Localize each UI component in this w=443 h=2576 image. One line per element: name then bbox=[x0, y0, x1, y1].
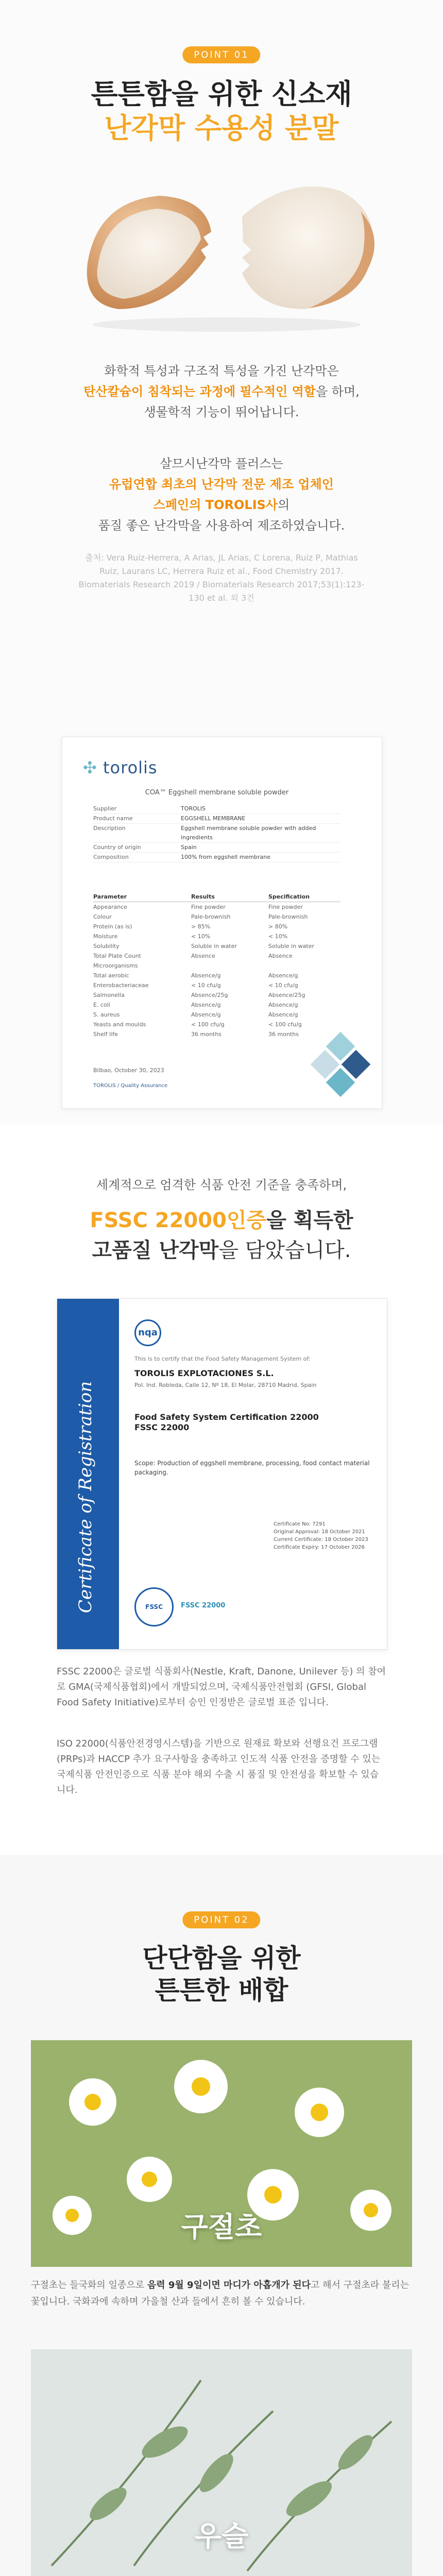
coa-table-cell: Total Plate Count bbox=[93, 953, 141, 959]
coa-table-cell: Salmonella bbox=[93, 992, 125, 998]
origin-line2: 유럽연합 최초의 난각막 전문 제조 업체인 bbox=[109, 477, 334, 492]
section3-title bbox=[0, 1942, 443, 2006]
coa-th: Results bbox=[191, 893, 215, 900]
coa-table-row bbox=[93, 1029, 340, 1039]
coa-table-cell bbox=[268, 961, 340, 971]
coa-row-key: Product name bbox=[93, 815, 133, 822]
torolis-logo-icon: ✣ bbox=[83, 758, 97, 777]
coa-row bbox=[93, 853, 340, 862]
torolis-logo bbox=[83, 758, 158, 777]
section-point-02 bbox=[0, 1855, 443, 2576]
coa-table-cell: Pale-brownish bbox=[191, 913, 231, 920]
gujeolcho-description bbox=[31, 2277, 412, 2310]
certificate-standard bbox=[134, 1412, 319, 1433]
desc-line1: 화학적 특성과 구조적 특성을 가진 난각막은 bbox=[104, 364, 339, 378]
coa-title: COA™ Eggshell membrane soluble powder bbox=[145, 789, 289, 796]
coa-signature: TOROLIS / Quality Assurance bbox=[93, 1083, 168, 1089]
coa-row bbox=[93, 824, 340, 843]
coa-table-row bbox=[93, 941, 340, 951]
certificate-standard-line2: FSSC 22000 bbox=[134, 1422, 190, 1432]
coa-th: Parameter bbox=[93, 893, 127, 900]
coa-table-cell bbox=[191, 961, 268, 971]
coa-table-row bbox=[93, 912, 340, 922]
fssc-lead: 세계적으로 엄격한 식품 안전 기준을 충족하며, bbox=[96, 1178, 347, 1192]
coa-row-key: Description bbox=[93, 825, 126, 832]
coa-row bbox=[93, 814, 340, 824]
coa-date: Bilbao, October 30, 2023 bbox=[93, 1067, 164, 1074]
fssc-seal-label: FSSC 22000 bbox=[181, 1602, 226, 1609]
fssc-heading bbox=[0, 1206, 443, 1265]
coa-table-cell: Absence/g bbox=[191, 1011, 221, 1018]
fssc-seal-icon: FSSC bbox=[134, 1587, 174, 1626]
coa-info-rows bbox=[93, 804, 340, 862]
certificate-scope: Scope: Production of eggshell membrane, processing, food contact material packaging. bbox=[134, 1460, 370, 1476]
coa-table-cell: Colour bbox=[93, 913, 112, 920]
coa-table-row bbox=[93, 980, 340, 990]
coa-th: Specification bbox=[268, 893, 310, 900]
coa-table-cell: S. aureus bbox=[93, 1011, 120, 1018]
coa-table-cell: Solubility bbox=[93, 943, 120, 950]
fssc-heading-rest: 을 획득한 bbox=[266, 1209, 353, 1232]
certificate-band bbox=[57, 1299, 119, 1649]
coa-row-value: EGGSHELL MEMBRANE bbox=[181, 815, 246, 822]
coa-table-cell: Absence/g bbox=[268, 1011, 298, 1018]
coa-table-row bbox=[93, 1010, 340, 1020]
section1-title-line2: 난각막 수용성 분말 bbox=[104, 112, 339, 144]
coa-row-value: Spain bbox=[181, 844, 197, 851]
coa-row-value: Eggshell membrane soluble powder with added ingredients bbox=[181, 825, 316, 841]
nqa-logo-icon: nqa bbox=[134, 1319, 161, 1346]
desc-line2-rest: 을 하며, bbox=[315, 384, 360, 399]
fssc-heading-highlight: FSSC 22000인증 bbox=[90, 1209, 267, 1232]
coa-table-row bbox=[93, 931, 340, 941]
desc-highlight: 탄산칼슘이 침착되는 과정에 필수적인 역할 bbox=[83, 384, 316, 399]
coa-table-header bbox=[93, 892, 340, 902]
coa-table-cell: Absence bbox=[191, 953, 215, 959]
coa-table-cell: < 10% bbox=[191, 933, 211, 940]
coa-table-row bbox=[93, 951, 340, 961]
coa-table-body bbox=[93, 902, 340, 1039]
coa-table-cell: Protein (as is) bbox=[93, 923, 132, 930]
coa-table-row bbox=[93, 1000, 340, 1010]
coa-table-cell: Absence/g bbox=[268, 972, 298, 979]
coa-row-value: 100% from eggshell membrane bbox=[181, 854, 271, 860]
useul-image bbox=[31, 2349, 412, 2576]
fssc-heading-line2 bbox=[0, 1235, 443, 1265]
coa-table-cell: 36 months bbox=[268, 1031, 299, 1038]
coa-table-cell: < 100 cfu/g bbox=[268, 1021, 302, 1028]
coa-table-cell: Microorganisms bbox=[93, 962, 138, 969]
coa-table-cell: Enterobacteriaceae bbox=[93, 982, 149, 989]
coa-table-cell: < 10 cfu/g bbox=[191, 982, 221, 989]
desc-line2 bbox=[62, 381, 381, 402]
point-01-badge: POINT 01 bbox=[182, 46, 260, 63]
fssc-description-1: FSSC 22000은 글로벌 식품회사(Nestle, Kraft, Danone, Unilever 등) 의 참여로 GMA(국제식품협회)에서 개발되었으며, 국제식품안전협회 (GFSI, Global Food Safety Initiative)로부터 승인 인정받은 글로벌 표준 입니다. bbox=[57, 1666, 386, 1708]
coa-table-cell: E. coli bbox=[93, 1002, 110, 1008]
coa-table-cell: 36 months bbox=[191, 1031, 222, 1038]
fssc-description-2: ISO 22000(식품안전경영시스템)을 기반으로 원재료 확보와 선행요건 프로그램(PRPs)과 HACCP 추가 요구사항을 충족하고 인도적 식품 안전을 증명할 수 있는 국제식품 안전인증으로 식품 분야 해외 수출 시 품질 및 안전성을 확보할 수 있습니다. bbox=[57, 1738, 381, 1795]
certificate-address: Pol. Ind. Robleda, Calle 12, Nº 18, El Molar, 28710 Madrid, Spain bbox=[134, 1382, 317, 1388]
coa-table-cell: > 85% bbox=[191, 923, 211, 930]
coa-table-row bbox=[93, 1020, 340, 1029]
certificate-intro: This is to certify that the Food Safety Management System of: bbox=[134, 1355, 311, 1362]
coa-document bbox=[62, 737, 382, 1109]
gujeolcho-image bbox=[31, 2040, 412, 2267]
torolis-diamond-graphic bbox=[304, 1031, 377, 1103]
coa-table-cell: Fine powder bbox=[191, 904, 226, 910]
origin-line3-rest: 의 bbox=[278, 498, 290, 512]
desc-line3: 생물학적 기능이 뛰어납니다. bbox=[144, 405, 299, 419]
coa-table-cell: > 80% bbox=[268, 923, 288, 930]
coa-table-cell: Absence/25g bbox=[268, 992, 305, 998]
coa-table-cell: Absence/25g bbox=[191, 992, 228, 998]
certificate-band-text: Certificate of Registration bbox=[75, 1381, 96, 1613]
coa-table-row bbox=[93, 902, 340, 912]
certificate-dates: Certificate No: 7291 Original Approval: 18 October 2021 Current Certificate: 18 October 2023 Certificate Expiry: 17 October 2026 bbox=[274, 1521, 368, 1550]
section1-title bbox=[0, 77, 443, 145]
coa-table-cell: Soluble in water bbox=[191, 943, 237, 950]
certificate-company: TOROLIS EXPLOTACIONES S.L. bbox=[134, 1368, 274, 1378]
section-point-01 bbox=[0, 0, 443, 1123]
coa-table-cell: Soluble in water bbox=[268, 943, 314, 950]
coa-table-cell: Shelf life bbox=[93, 1031, 118, 1038]
coa-table-row bbox=[93, 971, 340, 980]
origin-line1: 살므시난각막 플러스는 bbox=[160, 456, 283, 471]
coa-table-cell: Absence/g bbox=[268, 1002, 298, 1008]
coa-row-key: Supplier bbox=[93, 805, 117, 812]
section1-title-line1: 튼튼함을 위한 신소재 bbox=[91, 78, 352, 110]
coa-table-cell: Total aerobic bbox=[93, 972, 129, 979]
coa-row-key: Composition bbox=[93, 854, 129, 860]
gujeolcho-text-bold: 음력 9월 9일이면 마디가 아홉개가 된다 bbox=[147, 2280, 311, 2291]
coa-row bbox=[93, 843, 340, 853]
gujeolcho-text-lead: 구절초는 들국화의 일종으로 bbox=[31, 2280, 147, 2291]
coa-table-cell: Pale-brownish bbox=[268, 913, 308, 920]
eggshell-image bbox=[0, 155, 443, 350]
coa-row bbox=[93, 804, 340, 814]
coa-table-cell: Absence/g bbox=[191, 1002, 221, 1008]
gujeolcho-text-rest: 고 해서 구절초라 불리는 꽃입니다. 국화과에 속하며 가을철 산과 들에서 흔히 볼 수 있습니다. bbox=[31, 2280, 410, 2307]
useul-label: 우슬 bbox=[194, 2520, 249, 2552]
coa-table-row bbox=[93, 922, 340, 931]
coa-table-cell: < 10% bbox=[268, 933, 288, 940]
origin-line3 bbox=[62, 495, 381, 515]
coa-table-cell: < 10 cfu/g bbox=[268, 982, 298, 989]
coa-table-cell: Fine powder bbox=[268, 904, 303, 910]
section1-description bbox=[62, 361, 381, 422]
coa-table-cell: Appearance bbox=[93, 904, 128, 910]
torolis-logo-text: torolis bbox=[103, 758, 158, 777]
fssc-certificate bbox=[57, 1298, 387, 1650]
coa-row-key: Country of origin bbox=[93, 844, 141, 851]
coa-table-cell: Yeasts and moulds bbox=[93, 1021, 146, 1028]
coa-table-row bbox=[93, 990, 340, 1000]
section3-title-line2: 튼튼한 배합 bbox=[155, 1975, 288, 2005]
point-02-badge: POINT 02 bbox=[182, 1911, 260, 1928]
reference-text: 출처: Vera Ruiz-Herrera, A Arias, JL Arias, C Lorena, Ruiz P, Mathias Ruiz, Laurans LC, Herrera Ruiz et al., Food Chemistry 2017. Biomaterials Research 2019 / Biomaterials Research 2017;53(1):123-130 et al. 외 3건 bbox=[78, 553, 365, 603]
coa-table-row bbox=[93, 961, 340, 971]
certificate-standard-line1: Food Safety System Certification 22000 bbox=[134, 1412, 319, 1422]
gujeolcho-label: 구절초 bbox=[181, 2211, 262, 2243]
nqa-logo bbox=[134, 1319, 161, 1346]
section3-title-line1: 단단함을 위한 bbox=[142, 1943, 301, 1973]
coa-row-value: TOROLIS bbox=[181, 805, 206, 812]
coa-table-cell: < 100 cfu/g bbox=[191, 1021, 225, 1028]
coa-table-cell: Absence/g bbox=[191, 972, 221, 979]
fssc-heading-bold: 고품질 난각막 bbox=[92, 1239, 219, 1262]
coa-table-cell: Moisture bbox=[93, 933, 118, 940]
fssc-heading-line1 bbox=[0, 1206, 443, 1235]
coa-table-cell: Absence bbox=[268, 953, 293, 959]
origin-line4: 품질 좋은 난각막을 사용하여 제조하였습니다. bbox=[98, 518, 345, 533]
fssc-heading-line2-rest: 을 담았습니다. bbox=[218, 1239, 351, 1262]
coa-table bbox=[93, 892, 340, 1039]
section1-origin bbox=[62, 453, 381, 536]
origin-torolis: 스페인의 TOROLIS사 bbox=[153, 498, 278, 512]
